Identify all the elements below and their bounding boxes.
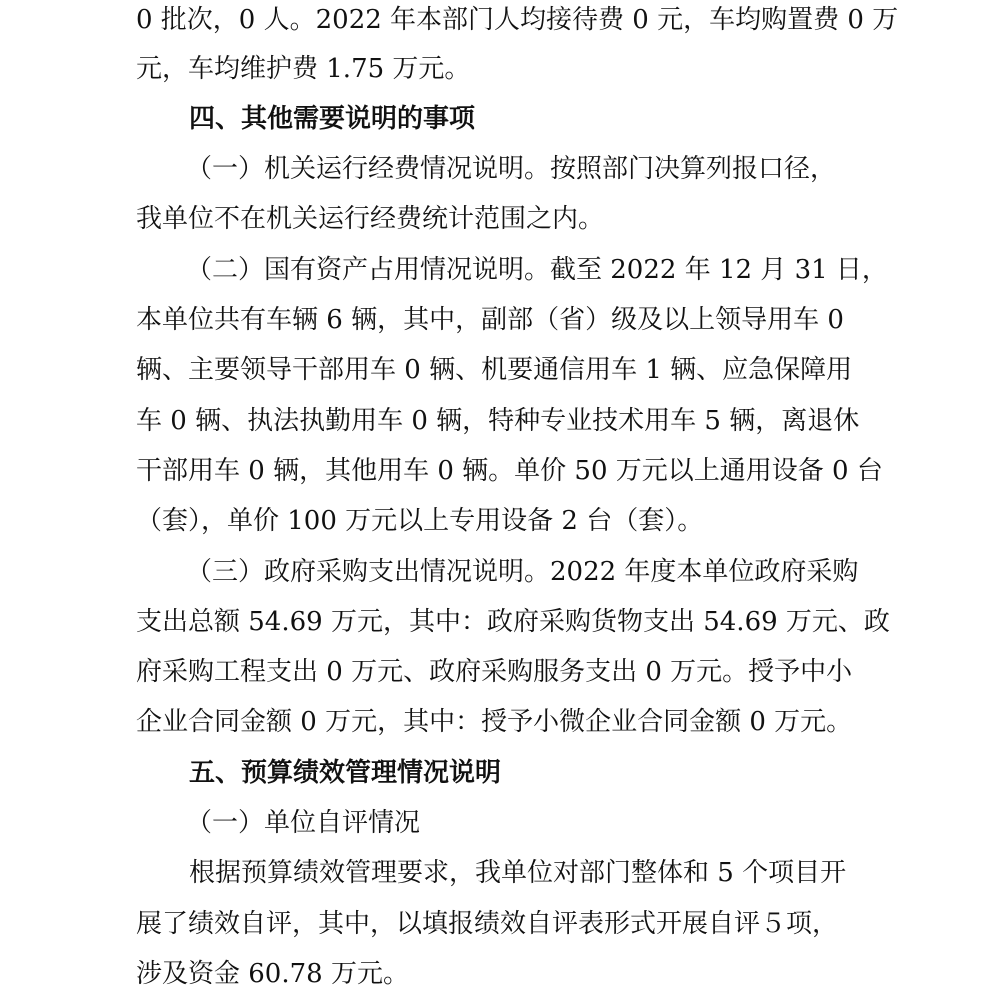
text-line-20: 涉及资金 60.78 万元。 [136, 959, 409, 989]
text-line-11: （套），单价 100 万元以上专用设备 2 台（套）。 [136, 506, 704, 536]
text-line-14: 府采购工程支出 0 万元、政府采购服务支出 0 万元。授予中小 [136, 657, 853, 687]
text-line-9: 车 0 辆、执法执勤用车 0 辆，特种专业技术用车 5 辆，离退休 [136, 406, 860, 436]
section-heading-4: 四、其他需要说明的事项 [189, 104, 476, 134]
text-line-13: 支出总额 54.69 万元，其中：政府采购货物支出 54.69 万元、政 [136, 607, 890, 637]
text-line-1: 0 批次，0 人。2022 年本部门人均接待费 0 元，车均购置费 0 万 [136, 5, 899, 35]
subheading-self-evaluation: （一）单位自评情况 [186, 808, 421, 838]
text-line-2: 元，车均维护费 1.75 万元。 [136, 54, 471, 84]
text-line-10: 干部用车 0 辆，其他用车 0 辆。单价 50 万元以上通用设备 0 台 [136, 456, 883, 486]
text-line-18: 根据预算绩效管理要求，我单位对部门整体和 5 个项目开 [189, 858, 847, 888]
text-line-5: 我单位不在机关运行经费统计范围之内。 [136, 204, 605, 234]
text-line-15: 企业合同金额 0 万元，其中：授予小微企业合同金额 0 万元。 [136, 707, 853, 737]
text-line-19: 展了绩效自评，其中，以填报绩效自评表形式开展自评５项， [136, 909, 839, 939]
text-line-7: 本单位共有车辆 6 辆，其中，副部（省）级及以上领导用车 0 [136, 305, 844, 335]
text-line-4: （一）机关运行经费情况说明。按照部门决算列报口径， [186, 154, 837, 184]
section-heading-5: 五、预算绩效管理情况说明 [189, 758, 502, 788]
text-line-12: （三）政府采购支出情况说明。2022 年度本单位政府采购 [186, 557, 859, 587]
text-line-8: 辆、主要领导干部用车 0 辆、机要通信用车 1 辆、应急保障用 [136, 355, 853, 385]
text-line-6: （二）国有资产占用情况说明。截至 2022 年 12 月 31 日， [186, 255, 888, 285]
